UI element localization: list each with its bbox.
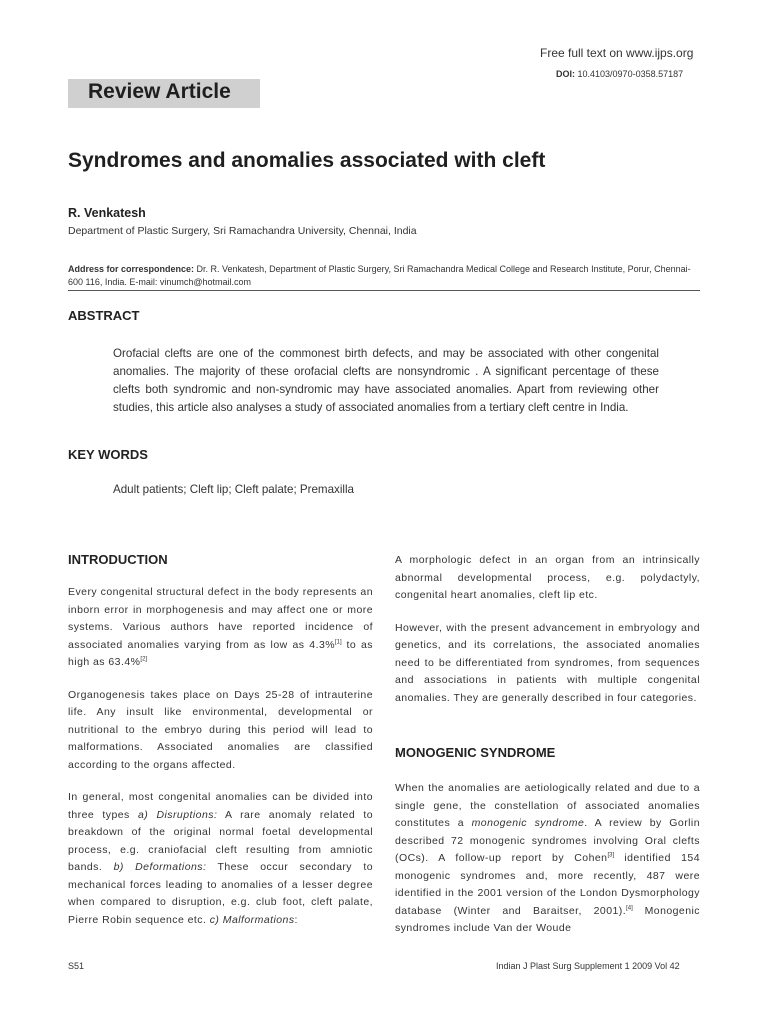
free-full-text-link[interactable]: Free full text on www.ijps.org [540,46,694,60]
right-paragraph-2: However, with the present advancement in embryology and genetics, and its correlations, the associated anomalies need to be differentiated from syndromes, from sequences and associations in patients with multiple congenital anomalies. They are generally described in four categories. [395,621,700,704]
citation-ref[interactable]: [3] [607,852,615,859]
article-type-label: Review Article [88,80,231,103]
abstract-heading: ABSTRACT [68,308,140,323]
citation-ref[interactable]: [2] [140,656,148,663]
header-divider [68,290,700,291]
abstract-text: Orofacial clefts are one of the commonest birth defects, and may be associated with other congenital anomalies. The majority of these orofacial clefts are nonsyndromic . A significant percentage of these clefts both syndromic and non-syndromic may have associated anomalies. Apart from reviewing other studies, this article also analyses a study of associated anomalies from a tertiary cleft centre in India. [113,347,659,414]
right-column-top [395,552,700,722]
intro-paragraph-1: Every congenital structural defect in the body represents an inborn error in morphogenesis and may affect one or more systems. Various authors have reported incidence of associated anomalies varying from as low as 4.3%[1] to as high as 63.4%[2] [68,586,373,668]
monogenic-body [395,780,700,953]
intro-paragraph-2: Organogenesis takes place on Days 25-28 of intrauterine life. Any insult like environmental, developmental or nutritional to the embryo during this period will lead to malformations. Associated anomalies are classified according to the organs affected. [68,688,373,771]
intro-paragraph-3: In general, most congenital anomalies can be divided into three types a) Disruptions: A rare anomaly related to breakdown of the original normal foetal developmental process, e.g. craniofacial cleft resulting from amniotic bands. b) Deformations: These occur secondary to mechanical forces leading to anomalies of a lesser degree when compared to disruption, e.g. club foot, cleft palate, Pierre Robin sequence etc. c) Malformations: [68,791,373,926]
right-paragraph-1: A morphologic defect in an organ from an intrinsically abnormal developmental process, e.g. polydactyly, congenital heart anomalies, cleft lip etc. [395,554,700,601]
keywords-text: Adult patients; Cleft lip; Cleft palate; Premaxilla [113,483,355,496]
correspondence-label: Address for correspondence: [68,264,195,274]
journal-citation: Indian J Plast Surg Supplement 1 2009 Vol 42 [496,961,680,971]
citation-ref[interactable]: [1] [335,639,342,645]
introduction-body [68,584,373,944]
author-name: R. Venkatesh [68,206,146,220]
author-affiliation: Department of Plastic Surgery, Sri Ramachandra University, Chennai, India [68,225,417,237]
introduction-heading: INTRODUCTION [68,552,168,567]
doi-line [556,69,683,79]
monogenic-heading: MONOGENIC SYNDROME [395,745,556,760]
doi-label: DOI: [556,69,575,79]
correspondence-address [68,263,700,289]
page-number: S51 [68,961,85,971]
keywords-heading: KEY WORDS [68,447,148,462]
monogenic-paragraph-1: When the anomalies are aetiologically related and due to a single gene, the constellation of associated anomalies constitutes a monogenic syndrome. A review by Gorlin described 72 monogenic syndromes involving Oral clefts (OCs). A follow-up report by Cohen[3] identified 154 monogenic syndromes and, more recently, 487 were identified in the 2001 version of the London Dysmorphology database (Winter and Baraitser, 2001).[4] Monogenic syndromes include Van der Woude [395,782,700,934]
citation-ref[interactable]: [4] [626,905,633,911]
article-title: Syndromes and anomalies associated with cleft [68,149,546,172]
correspondence-text: Dr. R. Venkatesh, Department of Plastic Surgery, Sri Ramachandra Medical College and Research Institute, Porur, Chennai-600 116, India. E-mail: vinumch@hotmail.com [68,264,691,287]
doi-value[interactable]: 10.4103/0970-0358.57187 [577,69,684,79]
